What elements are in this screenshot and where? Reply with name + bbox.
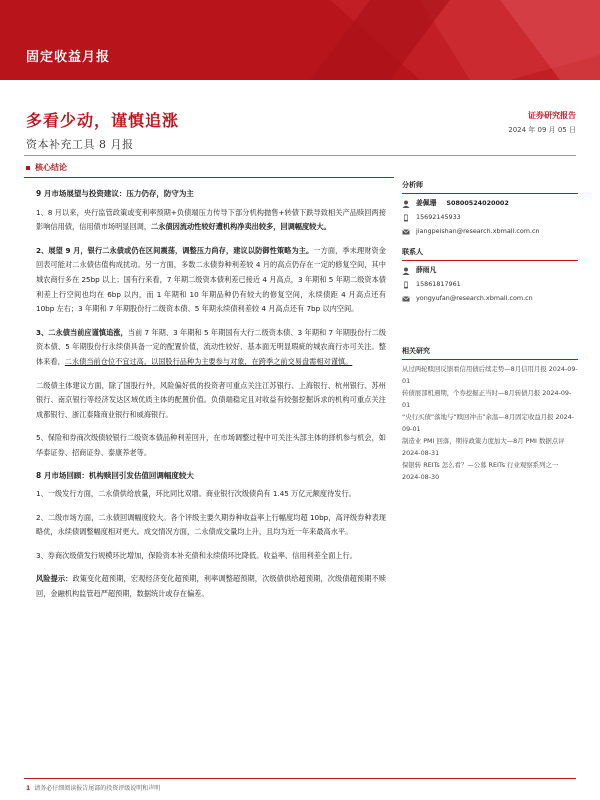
report-subtitle: 资本补充工具 8 月报	[26, 138, 134, 151]
header-banner	[0, 0, 600, 80]
point-1-text: 1、8 月以来，央行监管政策或变利率预期+负债端压力传导下部分机构抛售+转债下跌导致相关产品赎回两接影响信用债，信用债市场明显回调，	[36, 207, 386, 232]
phone-icon	[402, 214, 410, 222]
related-research-item[interactable]: 制造业 PMI 回落，期待政策力度加大—8月 PMI 数据点评 2024-08-31	[402, 437, 565, 457]
phone-icon	[402, 281, 410, 289]
review-heading: 8 月市场回顾：机构赎回引发估值回调幅度较大	[36, 470, 194, 480]
point-2-text: 一方面，季末理财资金回表可能对二永债估值构成扰动。另一方面，多数二永债券种利差较 4 月的高点仍存在一定的修复空间，其中城农商行多在 25bp 以上；国有行来看，7 年期二级资本债利差已接近 4 月高点，3 年期和 5 年期二级资本债利差上行空间也均在 6bp 以内，而 1 年期和 10 年期品种仍有较大的修复空间，永续债距 4 月高点还有 10bp 左右；3 年期和 7 年期股份行二级资本债、5 年期永续债利差较 4 月高点还有 7bp 以内空间。	[36, 245, 386, 314]
risk-warning	[36, 572, 386, 601]
analyst-heading: 分析师	[402, 180, 578, 194]
contact-email[interactable]: yongyufan@research.xbmall.com.cn	[416, 294, 533, 302]
outlook-point-5: 5、保险和券商次级债较银行二级资本债品种利差回升，在市场调整过程中可关注头部主体的择机参与机会，如华泰证券、招商证券、泰康养老等。	[36, 433, 386, 457]
title-divider	[24, 155, 576, 156]
section-tag	[26, 162, 67, 173]
review-point-3: 3、券商次级债发行规模环比增加，保险资本补充债和永续债环比降低。收益率、信用利差全面上行。	[36, 550, 357, 560]
contact-email-row	[402, 293, 578, 304]
contact-name: 薛雨凡	[416, 266, 437, 274]
related-research-item[interactable]: 保银转 REITs 怎么看？—公募 REITs 行业观察系列之一 2024-08-30	[402, 461, 559, 481]
analyst-name-row	[402, 198, 578, 209]
footer	[26, 783, 160, 792]
banner-title: 固定收益月报	[26, 50, 111, 65]
contact-heading: 联系人	[402, 247, 578, 261]
point-2-bold: 2、展望 9 月，银行二永债或仍在区间震荡，调整压力尚存，建议以防御性策略为主。	[36, 245, 314, 255]
outlook-point-2	[36, 244, 386, 317]
footer-disclaimer: 请务必仔细阅读报告尾部的投资评级说明和声明	[34, 785, 161, 792]
analyst-cert: S0800524020002	[446, 199, 509, 207]
outlook-point-3	[36, 326, 386, 370]
point-3-underline: 二永债当前仓位不宜过高，以国股行品种为主要参与对象，在跨季之前交易盘需相对谨慎。	[64, 356, 353, 366]
email-icon	[402, 295, 410, 303]
related-research-item[interactable]: 转债展部机遇期，个券挖掘正当时—8月转债月报 2024-09-01	[402, 389, 572, 409]
outlook-heading: 9 月市场展望与投资建议：压力仍存，防守为主	[36, 189, 194, 198]
review-point-2: 2、二级市场方面，二永债回调幅度较大。各个评级主要久期券种收益率上行幅度均超 10bp，高评级券种表现略优，永续债调整幅度相对更大。成交情况方面，二永债成交量均上升，且均为近一年来最高水平。	[36, 512, 386, 537]
report-category: 证券研究报告	[528, 111, 576, 120]
main-content	[36, 183, 386, 602]
point-3-text: 当前 7 年期、3 年期和 5 年期国有大行二级资本债、3 年期和 7 年期股份行二级资本债、5 年期股份行永续债具备一定的配置价值，流动性较好、基本面无明显瑕疵的城农商行亦可关注。整体来看，	[36, 327, 386, 366]
analyst-name: 姜佩珊	[416, 199, 437, 207]
person-icon	[402, 267, 410, 275]
person-icon	[402, 200, 410, 208]
point-3-bold: 3、二永债当前应谨慎追涨，	[36, 327, 128, 337]
bullet-square-icon	[26, 166, 30, 170]
related-research-item[interactable]: “央行买债”落地与“赎回冲击”余温—8月固定收益月报 2024-09-01	[402, 413, 575, 433]
risk-text: 政策变化超预期，宏观经济变化超预期，利率调整超预期，次级债供给超预期，次级债超预期不赎回，金融机构监管趋严超预期，数据统计或存在偏差。	[36, 574, 386, 599]
analyst-phone: 15692145933	[416, 213, 461, 221]
section-divider	[24, 177, 394, 178]
analyst-phone-row	[402, 212, 578, 223]
sidebar	[402, 180, 578, 484]
point-1-bold: 二永债因流动性较好遭机构净卖出较多，回调幅度较大。	[151, 222, 331, 232]
review-point-1: 1、一级发行方面，二永债供给放量，环比同比双增。商业银行次级债尚有 1.45 万亿元额度待发行。	[36, 489, 356, 499]
outlook-point-4: 二级债主体建议方面，除了国股行外，风险偏好低的投资者可重点关注江苏银行、上海银行、杭州银行、苏州银行、南京银行等经济发达区域优质主体的配置价值。负债端稳定且对收益有较强挖掘诉求的机构可重点关注成都银行、浙江泰隆商业银行和威海银行。	[36, 380, 386, 419]
research-heading: 相关研究	[402, 346, 578, 360]
analyst-email-row	[402, 226, 578, 237]
page-number: 1	[26, 785, 31, 792]
analyst-email[interactable]: jiangpeishan@research.xbmall.com.cn	[416, 227, 540, 235]
footer-divider	[24, 778, 576, 779]
risk-label: 风险提示：	[36, 574, 73, 584]
contact-name-row	[402, 265, 578, 276]
related-research-list	[402, 364, 578, 483]
report-title: 多看少动，谨慎追涨	[26, 111, 180, 130]
section-tag-label: 核心结论	[35, 163, 67, 172]
related-research-item[interactable]: 从过两轮赎回反馈看信用债后续走势—8月信用月报 2024-09-01	[402, 365, 578, 385]
contact-phone-row	[402, 279, 578, 290]
outlook-point-1	[36, 206, 386, 235]
report-date: 2024 年 09 月 05 日	[508, 126, 576, 134]
contact-phone: 15861817961	[416, 280, 461, 288]
email-icon	[402, 228, 410, 236]
banner-decoration	[270, 0, 600, 80]
